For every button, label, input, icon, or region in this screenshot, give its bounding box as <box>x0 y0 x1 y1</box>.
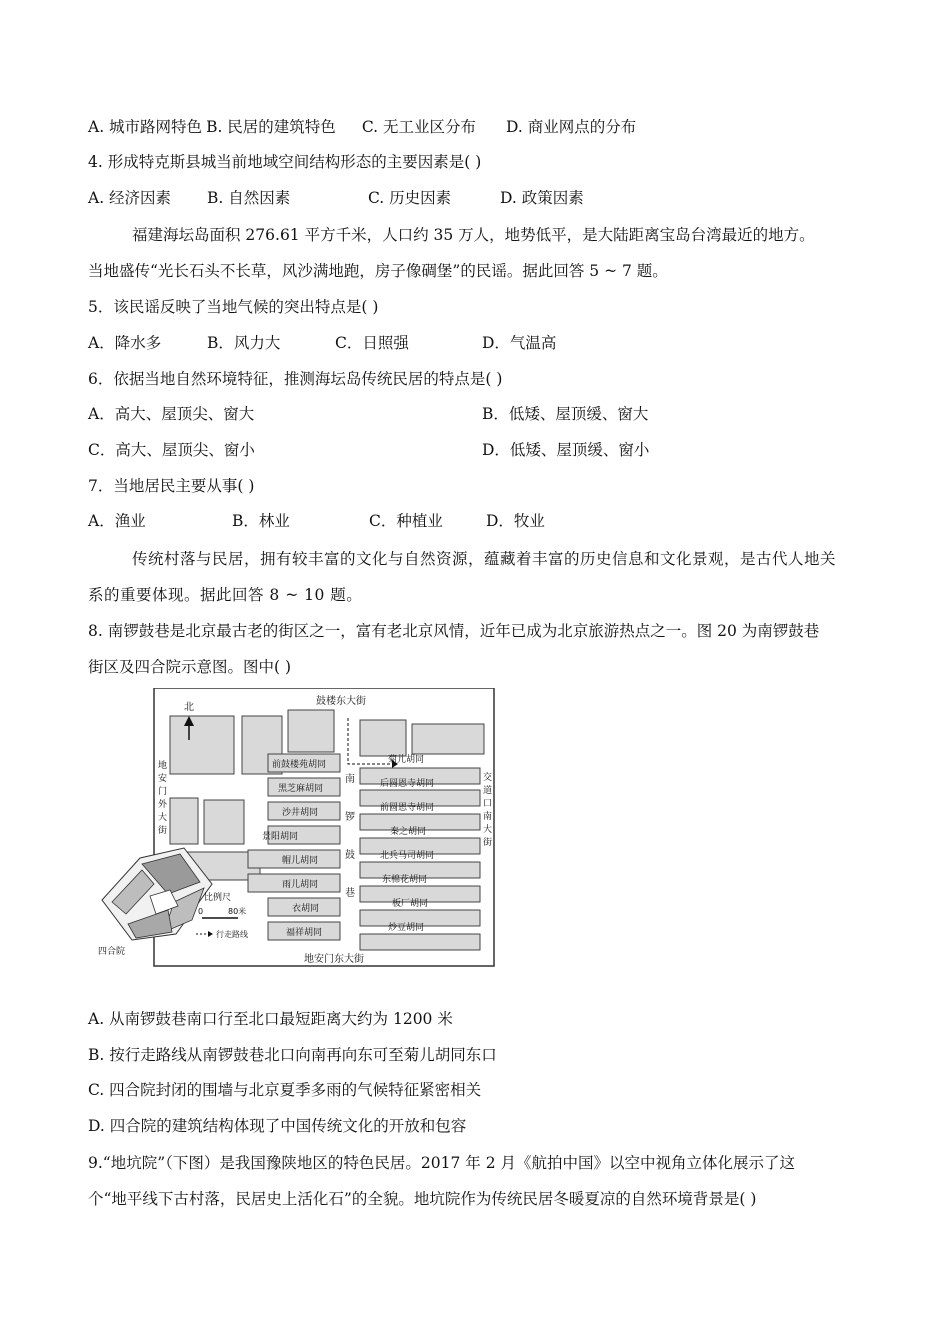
right-street-char: 交 <box>483 773 493 783</box>
left-street-char: 街 <box>158 826 168 836</box>
right-street-char: 街 <box>483 838 493 848</box>
left-street-char: 安 <box>158 774 168 784</box>
q6-option-a[interactable]: A．高大、屋顶尖、窗大 <box>88 405 255 423</box>
east-lane-label: 炒豆胡同 <box>388 923 425 933</box>
courtyard-label: 四合院 <box>98 947 126 957</box>
right-street-char: 大 <box>483 825 493 835</box>
east-lane-label: 后圆恩寺胡同 <box>380 779 435 789</box>
q4-option-a[interactable]: A. 经济因素 <box>88 189 172 207</box>
q8-option-c[interactable]: C. 四合院封闭的围墙与北京夏季多雨的气候特征紧密相关 <box>88 1081 482 1099</box>
west-lane-label: 帽儿胡同 <box>282 856 319 866</box>
east-lane-label: 秦之胡同 <box>390 827 427 837</box>
q6-stem: 6．依据当地自然环境特征，推测海坛岛传统民居的特点是( ) <box>88 370 503 388</box>
q3-option-c[interactable]: C. 无工业区分布 <box>361 118 476 136</box>
passage1-line1: 福建海坛岛面积 276.61 平方千米，人口约 35 万人，地势低平，是大陆距离宝岛台湾最近的地方。 <box>132 226 815 244</box>
q6-option-b[interactable]: B．低矮、屋顶缓、窗大 <box>482 405 649 423</box>
west-lane-label: 雨儿胡同 <box>282 880 319 890</box>
right-street-char: 道 <box>483 786 493 796</box>
q4-option-b[interactable]: B. 自然因素 <box>207 189 291 207</box>
map-block <box>412 724 484 754</box>
q8-stem-line2: 街区及四合院示意图。图中( ) <box>88 658 292 676</box>
west-lane-label: 沙井胡同 <box>282 808 319 818</box>
map-block <box>170 798 198 844</box>
passage2-line2: 系的重要体现。据此回答 8 ~ 10 题。 <box>88 586 363 604</box>
q3-option-a[interactable]: A. 城市路网特色 <box>88 118 203 136</box>
right-street-char: 南 <box>483 812 493 822</box>
q3-options-row <box>88 117 636 137</box>
east-lane-label: 板厂胡同 <box>392 899 429 909</box>
q3-option-b[interactable]: B. 民居的建筑特色 <box>206 118 336 136</box>
east-lane-label: 北兵马司胡同 <box>380 851 435 861</box>
passage2-line1: 传统村落与民居，拥有较丰富的文化与自然资源，蕴藏着丰富的历史信息和文化景观，是古代人地关 <box>132 550 837 568</box>
q7-option-d[interactable]: D．牧业 <box>486 512 545 530</box>
bottom-street-label: 地安门东大街 <box>304 954 364 965</box>
west-lane-label: 前鼓楼苑胡同 <box>272 760 327 770</box>
q5-option-b[interactable]: B．风力大 <box>207 334 281 352</box>
east-lane-label: 东棉花胡同 <box>382 875 428 885</box>
q5-option-c[interactable]: C．日照强 <box>335 334 409 352</box>
scale-value: 80米 <box>228 907 247 916</box>
scale-label: 比例尺 <box>204 893 232 903</box>
q6-option-c[interactable]: C．高大、屋顶尖、窗小 <box>88 441 255 459</box>
q9-stem-line1: 9.“地坑院”（下图）是我国豫陕地区的特色民居。2017 年 2 月《航拍中国》以空中视角立体化展示了这 <box>88 1154 795 1172</box>
map-block <box>204 800 244 844</box>
west-lane-label: 黑芝麻胡同 <box>278 784 324 794</box>
east-lane-label: 菊儿胡同 <box>388 755 425 765</box>
q4-option-d[interactable]: D. 政策因素 <box>500 189 584 207</box>
main-lane-char: 巷 <box>345 888 355 899</box>
map-block <box>170 716 234 774</box>
main-lane-char: 鼓 <box>345 850 355 861</box>
route-legend-label: 行走路线 <box>216 930 248 939</box>
q4-stem: 4. 形成特克斯县城当前地域空间结构形态的主要因素是( ) <box>88 153 482 171</box>
q8-option-b[interactable]: B. 按行走路线从南锣鼓巷北口向南再向东可至菊儿胡同东口 <box>88 1046 497 1064</box>
map-block <box>288 710 334 752</box>
q6-option-d[interactable]: D．低矮、屋顶缓、窗小 <box>482 441 650 459</box>
east-lane-label: 前圆恩寺胡同 <box>380 803 435 813</box>
q5-option-d[interactable]: D．气温高 <box>482 334 557 352</box>
q9-stem-line2: 个“地平线下古村落，民居史上活化石”的全貌。地坑院作为传统民居冬暖夏凉的自然环境背景是( ) <box>88 1190 757 1208</box>
right-street-char: 口 <box>483 799 493 809</box>
top-street-label: 鼓楼东大街 <box>316 696 366 707</box>
left-street-char: 地 <box>158 761 168 771</box>
q5-stem: 5．该民谣反映了当地气候的突出特点是( ) <box>88 298 379 316</box>
q7-stem: 7．当地居民主要从事( ) <box>88 477 255 495</box>
passage1-line2: 当地盛传“光长石头不长草，风沙满地跑，房子像碉堡”的民谣。据此回答 5 ~ 7 题。 <box>88 262 668 280</box>
q7-option-a[interactable]: A．渔业 <box>88 512 146 530</box>
q7-option-b[interactable]: B．林业 <box>232 512 290 530</box>
left-street-char: 大 <box>158 813 168 823</box>
main-lane-char: 南 <box>345 774 355 785</box>
west-lane-label: 福祥胡同 <box>286 928 323 938</box>
q8-option-d[interactable]: D. 四合院的建筑结构体现了中国传统文化的开放和包容 <box>88 1117 467 1135</box>
map-block <box>360 934 480 950</box>
scale-zero: 0 <box>198 907 204 916</box>
north-label: 北 <box>184 702 194 713</box>
left-street-char: 外 <box>158 800 168 810</box>
q7-option-c[interactable]: C．种植业 <box>369 512 443 530</box>
q5-option-a[interactable]: A．降水多 <box>88 334 162 352</box>
q3-option-d[interactable]: D. 商业网点的分布 <box>505 118 637 136</box>
q8-stem-line1: 8. 南锣鼓巷是北京最古老的街区之一，富有老北京风情，近年已成为北京旅游热点之一。图 20 为南锣鼓巷 <box>88 622 820 640</box>
west-lane-label: 衣胡同 <box>292 904 320 914</box>
q8-option-a[interactable]: A. 从南锣鼓巷南口行至北口最短距离大约为 1200 米 <box>88 1010 453 1028</box>
left-street-char: 门 <box>158 787 168 797</box>
map-block <box>360 720 406 756</box>
main-lane-char: 锣 <box>345 812 355 823</box>
west-lane-label: 景阳胡同 <box>262 832 299 842</box>
nanluoguxiang-map <box>92 688 512 970</box>
q4-option-c[interactable]: C. 历史因素 <box>368 189 452 207</box>
